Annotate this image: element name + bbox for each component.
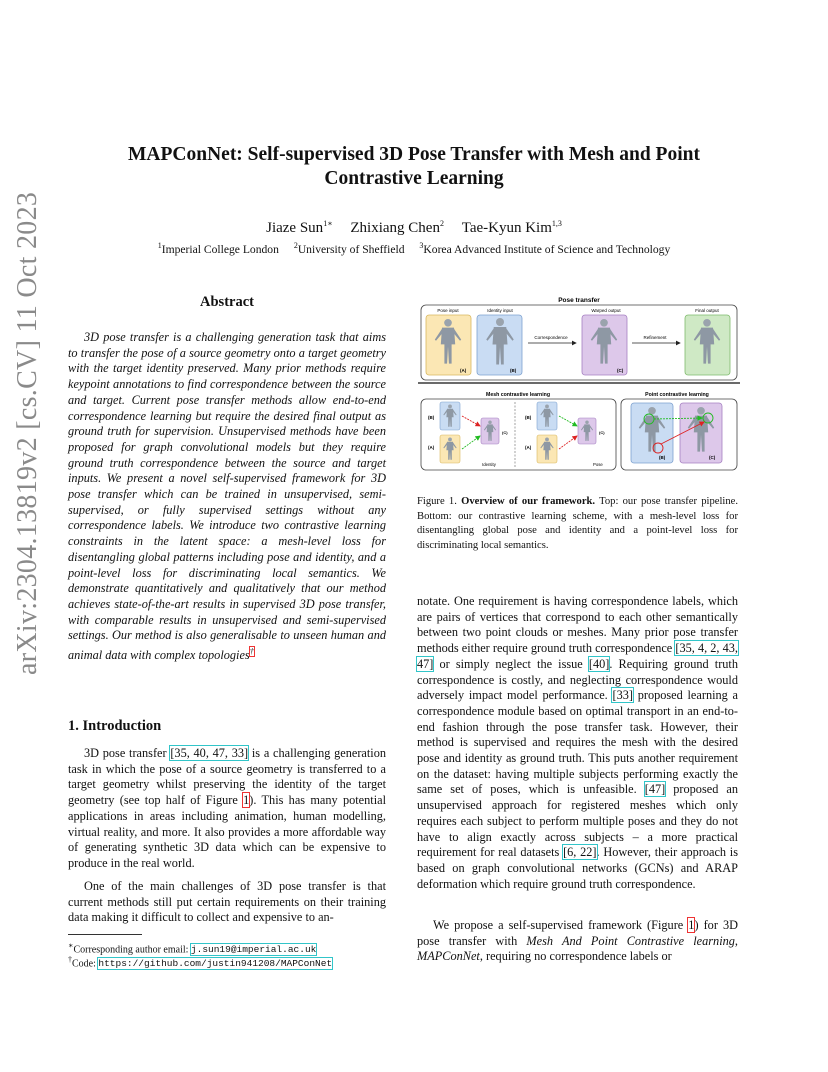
label-b-point: (B) bbox=[659, 455, 666, 460]
text-run: is a challenging generation task in which the pose of a source geometry is transferred to a target geometry whilst preserving the identity of the target geometry (see top half of Figure bbox=[68, 746, 387, 808]
text-run: , bbox=[734, 933, 738, 948]
author bbox=[350, 220, 444, 236]
affiliation-name: University of Sheffield bbox=[297, 242, 405, 256]
warped-output-label: Warped output bbox=[591, 308, 621, 313]
text-run: proposed an unsupervised approach for registered meshes which only requires each subject to perform multiple poses and they do not have to align exactly across subjects – a more practical requirement for real datasets bbox=[417, 782, 738, 860]
author-name: Jiaze Sun bbox=[266, 220, 324, 236]
label-b-mesh-2: (B) bbox=[525, 415, 532, 420]
affiliation-list bbox=[0, 241, 828, 256]
final-output-label: Final output bbox=[695, 308, 719, 313]
section-heading-introduction: 1. Introduction bbox=[68, 718, 162, 734]
text-run: 3D pose transfer bbox=[84, 746, 171, 760]
title-line-1: MAPConNet: Self-supervised 3D Pose Transfer with Mesh and Point bbox=[128, 144, 700, 165]
arxiv-identifier: arXiv:2304.13819v2 [cs.CV] 11 Oct 2023 bbox=[12, 191, 43, 675]
text-run: . Requiring ground truth correspondence is costly, and neglecting correspondence would adversely impact model performance. bbox=[417, 656, 738, 703]
mesh-pose-negative-arrow bbox=[559, 436, 577, 449]
intro-paragraph-2: One of the main challenges of 3D pose transfer is that current methods still put certain requirements on their training data making it difficult to collect and expensive to an- bbox=[68, 879, 386, 925]
caption-text: Top: our pose transfer pipeline. Bottom: our contrastive learning scheme, with a mesh-level loss for disentangling global pose and identity and a point-level loss for discriminating local semantics. bbox=[417, 496, 739, 551]
affiliation-name: Korea Advanced Institute of Science and Technology bbox=[423, 242, 671, 256]
emphasis: Mesh And Point Contrastive learning bbox=[526, 933, 735, 948]
pose-input-label: Pose input bbox=[437, 308, 459, 313]
footnote-divider bbox=[68, 934, 142, 935]
label-c-point: (C) bbox=[709, 455, 716, 460]
footnote-link[interactable]: † bbox=[249, 647, 254, 657]
label-a-mesh-2: (A) bbox=[525, 445, 532, 450]
affiliation bbox=[419, 243, 670, 256]
text-run: We propose a self-supervised framework (Figure bbox=[433, 918, 689, 932]
label-c-mesh-2: (C) bbox=[599, 430, 605, 435]
figure-1-caption bbox=[417, 495, 738, 553]
text-run: notate. One requirement is having correspondence labels, which are pairs of vertices that correspond to each other semantically between two point clouds or meshes. Many prior pose transfer methods either require ground truth correspondence bbox=[417, 594, 738, 656]
citation-link[interactable]: [47] bbox=[644, 782, 666, 797]
correspondence-label: Correspondence bbox=[534, 335, 568, 340]
label-a: (A) bbox=[460, 368, 467, 373]
label-a-mesh: (A) bbox=[428, 445, 435, 450]
author-name: Tae-Kyun Kim bbox=[461, 220, 552, 236]
label-c: (C) bbox=[617, 368, 624, 373]
citation-link[interactable]: [33] bbox=[612, 688, 633, 703]
caption-bold: Overview of our framework. bbox=[461, 496, 596, 507]
mesh-pose-positive-arrow bbox=[559, 416, 577, 426]
mesh-contrastive-title: Mesh contrastive learning bbox=[486, 392, 550, 398]
author-sup: 1,3 bbox=[551, 219, 562, 228]
intro-paragraph-1 bbox=[68, 746, 386, 872]
mesh-negative-arrow bbox=[462, 416, 480, 426]
label-c-mesh: (C) bbox=[502, 430, 508, 435]
footnote-label: Code: bbox=[72, 958, 99, 970]
figure-link[interactable]: 1 bbox=[243, 793, 250, 808]
author-sup: 2 bbox=[439, 219, 444, 228]
abstract-text: 3D pose transfer is a challenging generation task that aims to transfer the pose of a source geometry onto a target geometry with the target identity preserved. Many prior methods require keypoint annotations to find correspondence between the source and target. Current pose transfer methods allow end-to-end correspondence learning but require the desired final output as ground truth for supervision. Unsupervised methods have been proposed for graph convolutional models but they require ground truth correspondence between the source and target inputs. We present a novel self-supervised framework for 3D pose transfer which can be trained in unsupervised, semi-supervised, or fully supervised settings without any correspondence labels. We introduce two contrastive learning constraints in the latent space: a mesh-level loss for disentangling global patterns including pose and identity, and a point-level loss for discriminating local semantics. We demonstrate quantitatively and qualitatively that our method achieves state-of-the-art results in supervised 3D pose transfer, with comparable results in unsupervised and semi-supervised settings. Our method is also generalisable to unseen human and animal data with complex topologies bbox=[68, 330, 386, 663]
affiliation bbox=[158, 243, 279, 256]
code-link[interactable]: https://github.com/justin941208/MAPConNet bbox=[98, 958, 333, 970]
author bbox=[266, 220, 333, 236]
paper-title bbox=[0, 143, 828, 191]
text-run: ). This has many potential applications in areas including animation, human modelling, virtual reality, and more. It also provides a more affordable way of generating synthetic 3D data which can be expensive to produce in the real world. bbox=[68, 793, 386, 870]
identity-input-label: Identity input bbox=[487, 308, 513, 313]
emphasis: MAPConNet bbox=[417, 949, 480, 964]
author bbox=[462, 220, 562, 236]
mesh-positive-arrow bbox=[462, 436, 480, 449]
citation-link[interactable]: [40] bbox=[588, 656, 610, 671]
text-run: ) for 3D pose transfer with bbox=[417, 918, 738, 948]
figure-top-title: Pose transfer bbox=[558, 297, 600, 304]
text-run: or simply neglect the issue bbox=[433, 656, 589, 671]
refinement-label: Refinement bbox=[643, 335, 667, 340]
affiliation-name: Imperial College London bbox=[161, 242, 279, 256]
email-link[interactable]: j.sun19@imperial.ac.uk bbox=[190, 944, 317, 956]
citation-link[interactable]: [35, 4, 2, 43, 47] bbox=[417, 641, 738, 671]
abstract-heading: Abstract bbox=[200, 294, 254, 310]
abstract-body bbox=[68, 330, 386, 664]
title-line-2: Contrastive Learning bbox=[324, 168, 504, 189]
citation-link[interactable]: [6, 22] bbox=[563, 845, 597, 860]
affiliation bbox=[294, 243, 405, 256]
figure-1-overview bbox=[418, 294, 740, 474]
footnote-label: Corresponding author email: bbox=[73, 944, 191, 956]
affiliation-sup: 3 bbox=[419, 241, 424, 250]
caption-label: Figure 1. bbox=[417, 496, 462, 507]
text-run: . However, their approach is based on graph convolutional networks (GCNs) and ARAP deformation which require ground truth correspondence. bbox=[417, 845, 738, 891]
author-list bbox=[0, 219, 828, 237]
text-run: proposed learning a correspondence module based on optimal transport in an end-to-end fashion through the pose transfer task. However, their method is supervised and requires the mesh with the desired pose and identity as ground truth. This puts another requirement on the dataset: having multiple subjects performing exactly the same set of poses, which is unfeasible. bbox=[417, 688, 739, 797]
right-paragraph-1 bbox=[417, 594, 738, 892]
pose-label: Pose bbox=[593, 462, 603, 467]
author-sup: 1∗ bbox=[323, 219, 333, 228]
identity-label: Identity bbox=[482, 462, 496, 467]
citation-link[interactable]: [35, 40, 47, 33] bbox=[170, 746, 249, 760]
author-name: Zhixiang Chen bbox=[350, 220, 440, 236]
right-paragraph-2 bbox=[417, 918, 738, 965]
label-b-mesh: (B) bbox=[428, 415, 435, 420]
figure-link[interactable]: 1 bbox=[688, 918, 695, 932]
footnote-corresponding-author: ∗Corresponding author email: j.sun19@imperial.ac.uk bbox=[68, 941, 317, 956]
point-contrastive-title: Point contrastive learning bbox=[645, 392, 709, 398]
affiliation-sup: 2 bbox=[293, 241, 298, 250]
text-run: , requiring no correspondence labels or bbox=[479, 949, 672, 964]
label-b: (B) bbox=[510, 368, 517, 373]
affiliation-sup: 1 bbox=[157, 241, 162, 250]
footnote-code: †Code: https://github.com/justin941208/MAPConNet bbox=[68, 955, 333, 970]
